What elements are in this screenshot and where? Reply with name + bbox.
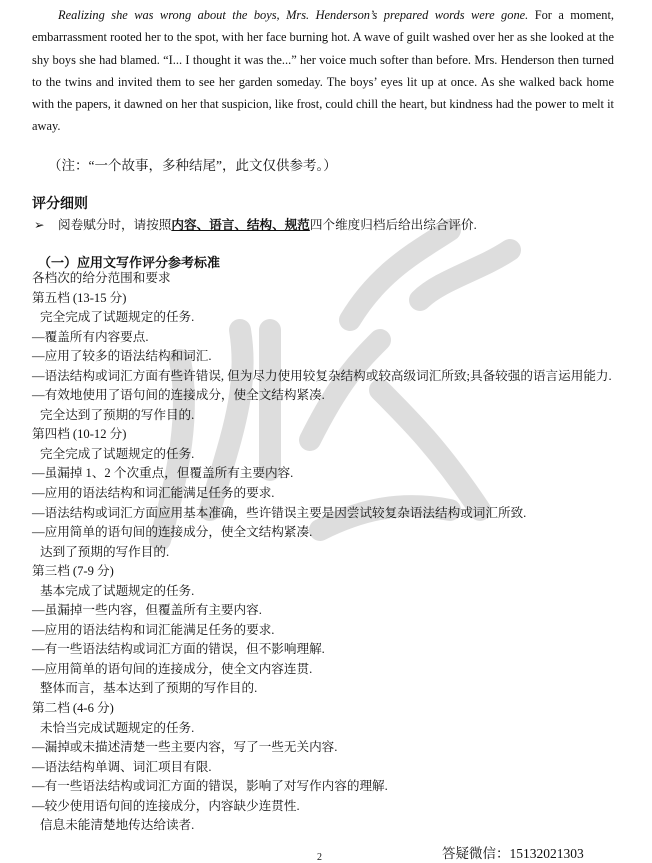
criteria-line: —语法结构或词汇方面有些许错误, 但为尽力使用较复杂结构或较高级词汇所致;具备较强的语言运用能力. <box>32 368 612 383</box>
arrow-bullet-icon: ➢ <box>34 218 45 232</box>
criteria-line: 完全完成了试题规定的任务. <box>40 446 195 461</box>
section-title: （一）应用文写作评分参考标准 <box>38 255 221 270</box>
criteria-line: —应用的语法结构和词汇能满足任务的要求. <box>32 622 275 637</box>
criteria-line: —虽漏掉 1、2 个次重点，但覆盖所有主要内容. <box>32 466 294 481</box>
criteria-line: —语法结构单调、词汇项目有限. <box>32 759 212 774</box>
criteria-line: 整体而言，基本达到了预期的写作目的. <box>40 681 258 696</box>
story-body: For a moment, embarrassment rooted her to the spot, with her face burning hot. A wave of guilt washed over her as she looked at the shy boys she had blamed. “I... I thought it was the...” her voice much softer than before. Mrs. Henderson then turned to the twins and invited them to see her garden someday. The boys’ eyes lit up at once. As she walked back home with the papers, it dawned on her that suspicion, like frost, could chill the heart, but kindness had the power to melt it away. <box>32 8 614 134</box>
grade-title: 第四档 (10-12 分) <box>32 427 127 442</box>
criteria-line: 达到了预期的写作目的. <box>40 544 170 559</box>
criteria-line: —覆盖所有内容要点. <box>32 329 149 344</box>
page-number: 2 <box>317 852 322 863</box>
criteria-line: —较少使用语句间的连接成分，内容缺少连贯性. <box>32 798 300 813</box>
criteria-line: 未恰当完成试题规定的任务. <box>40 720 195 735</box>
criteria-line: —应用简单的语句间的连接成分，使全文结构紧凑. <box>32 525 313 540</box>
scoring-instruction <box>34 214 477 233</box>
grade-title: 第三档 (7-9 分) <box>32 564 114 579</box>
instruction-prefix: 阅卷赋分时，请按照 <box>58 218 172 232</box>
criteria-list <box>32 269 632 836</box>
criteria-line: 基本完成了试题规定的任务. <box>40 583 195 598</box>
criteria-line: —有一些语法结构或词汇方面的错误，影响了对写作内容的理解. <box>32 779 388 794</box>
criteria-line: 完全完成了试题规定的任务. <box>40 310 195 325</box>
scoring-heading: 评分细则 <box>32 197 88 212</box>
criteria-line: —应用的语法结构和词汇能满足任务的要求. <box>32 486 275 501</box>
grade-title: 第五档 (13-15 分) <box>32 290 127 305</box>
instruction-suffix: 四个维度归档后给出综合评价. <box>309 218 477 232</box>
criteria-line: —虽漏掉一些内容，但覆盖所有主要内容. <box>32 603 262 618</box>
criteria-line: —语法结构或词汇方面应用基本准确，些许错误主要是因尝试较复杂语法结构或词汇所致. <box>32 505 527 520</box>
reference-note: （注：“一个故事，多种结尾”，此文仅供参考。） <box>48 158 337 173</box>
grade-title: 第二档 (4-6 分) <box>32 701 114 716</box>
criteria-line: —有效地使用了语句间的连接成分，使全文结构紧凑. <box>32 388 325 403</box>
criteria-line: 信息未能清楚地传达给读者. <box>40 818 195 833</box>
criteria-line: 完全达到了预期的写作目的. <box>40 407 195 422</box>
instruction-keywords: 内容、语言、结构、规范 <box>171 218 310 232</box>
story-lead-sentence: Realizing she was wrong about the boys, Mrs. Henderson’s prepared words were gone. <box>58 8 529 22</box>
criteria-line: —漏掉或未描述清楚一些主要内容，写了一些无关内容. <box>32 740 338 755</box>
story-paragraph <box>32 4 614 138</box>
criteria-line: —有一些语法结构或词汇方面的错误，但不影响理解. <box>32 642 325 657</box>
criteria-line: 各档次的给分范围和要求 <box>32 271 171 285</box>
criteria-line: —应用了较多的语法结构和词汇. <box>32 349 212 364</box>
contact-wechat: 答疑微信：15132021303 <box>442 846 584 861</box>
criteria-line: —应用简单的语句间的连接成分，使全文内容连贯. <box>32 661 313 676</box>
